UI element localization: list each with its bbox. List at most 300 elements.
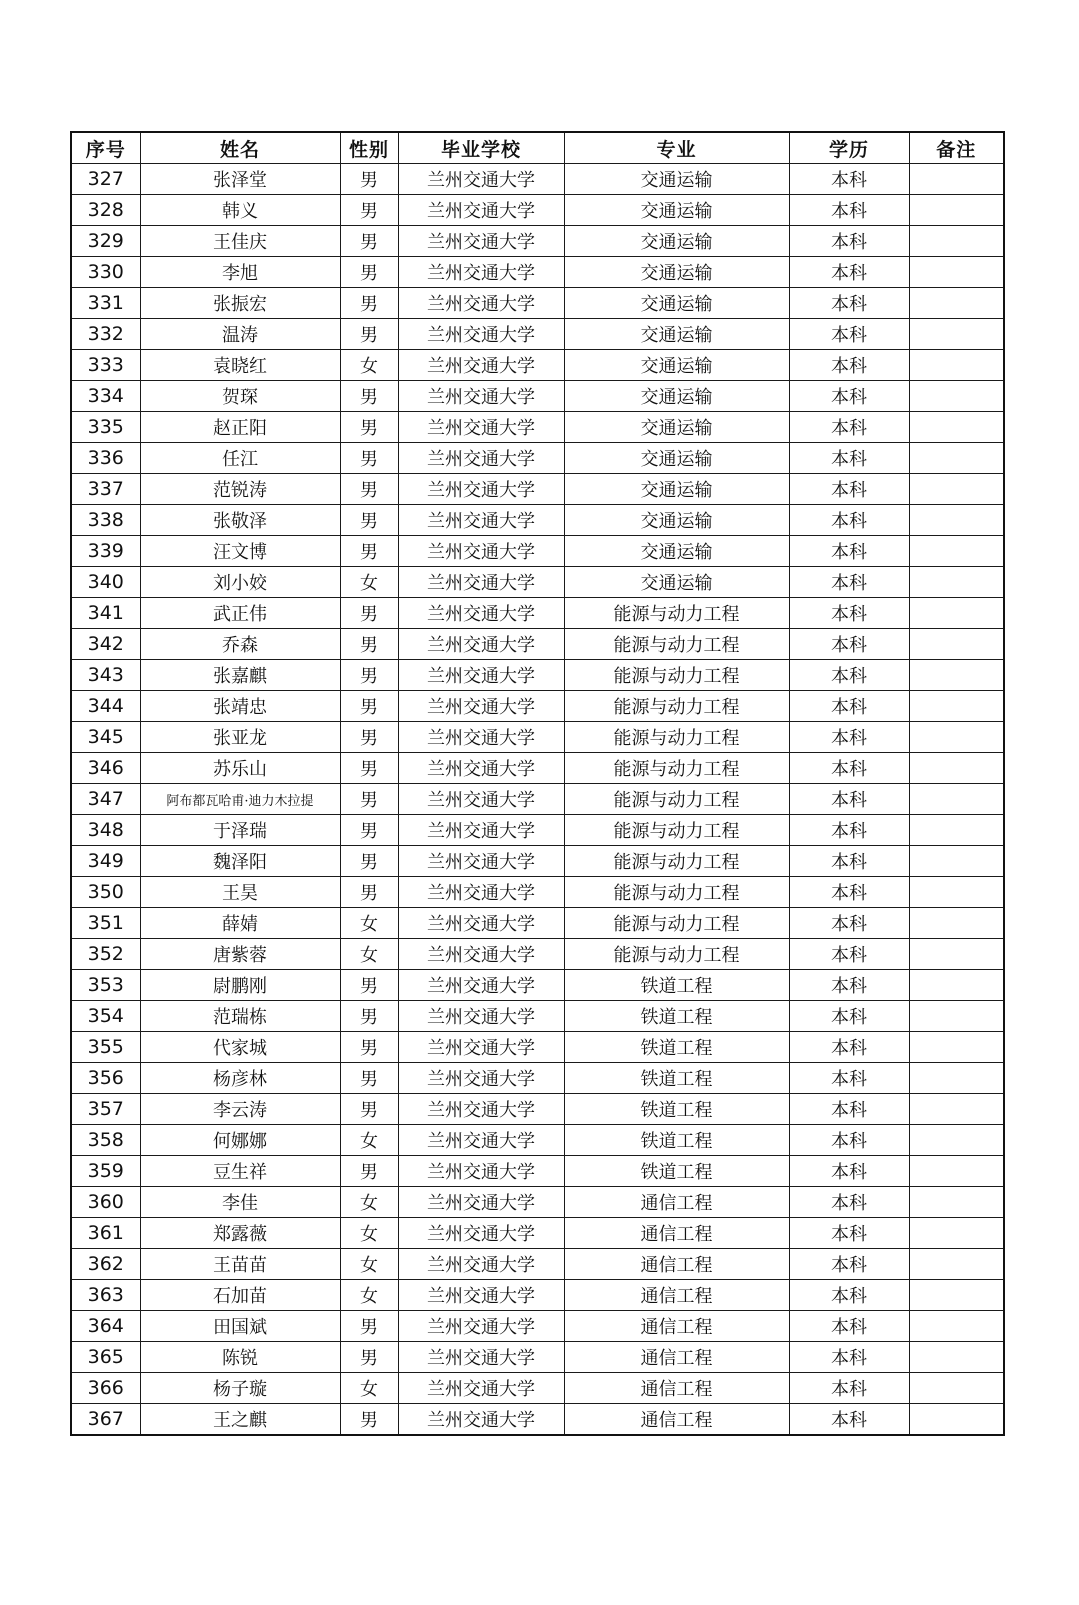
major-cell: 交通运输 bbox=[564, 381, 789, 412]
serial-number-cell: 358 bbox=[71, 1125, 140, 1156]
gender-cell: 男 bbox=[340, 412, 398, 443]
serial-number-cell: 363 bbox=[71, 1280, 140, 1311]
education-cell: 本科 bbox=[789, 1404, 909, 1436]
table-row bbox=[71, 1249, 1004, 1280]
school-cell: 兰州交通大学 bbox=[398, 1373, 564, 1404]
remarks-cell bbox=[909, 1187, 1004, 1218]
gender-cell: 男 bbox=[340, 195, 398, 226]
school-cell: 兰州交通大学 bbox=[398, 536, 564, 567]
remarks-cell bbox=[909, 381, 1004, 412]
education-cell: 本科 bbox=[789, 1063, 909, 1094]
school-cell: 兰州交通大学 bbox=[398, 1063, 564, 1094]
education-cell: 本科 bbox=[789, 660, 909, 691]
school-cell: 兰州交通大学 bbox=[398, 908, 564, 939]
education-cell: 本科 bbox=[789, 784, 909, 815]
major-cell: 交通运输 bbox=[564, 226, 789, 257]
table-row bbox=[71, 815, 1004, 846]
major-cell: 能源与动力工程 bbox=[564, 753, 789, 784]
school-cell: 兰州交通大学 bbox=[398, 1094, 564, 1125]
serial-number-cell: 349 bbox=[71, 846, 140, 877]
school-cell: 兰州交通大学 bbox=[398, 722, 564, 753]
education-cell: 本科 bbox=[789, 598, 909, 629]
school-cell: 兰州交通大学 bbox=[398, 660, 564, 691]
name-cell: 贺琛 bbox=[140, 381, 340, 412]
education-cell: 本科 bbox=[789, 1342, 909, 1373]
education-cell: 本科 bbox=[789, 164, 909, 195]
serial-number-cell: 328 bbox=[71, 195, 140, 226]
education-cell: 本科 bbox=[789, 1249, 909, 1280]
serial-number-cell: 357 bbox=[71, 1094, 140, 1125]
education-cell: 本科 bbox=[789, 567, 909, 598]
school-cell: 兰州交通大学 bbox=[398, 629, 564, 660]
school-cell: 兰州交通大学 bbox=[398, 691, 564, 722]
header-name: 姓名 bbox=[140, 132, 340, 164]
serial-number-cell: 367 bbox=[71, 1404, 140, 1436]
gender-cell: 男 bbox=[340, 629, 398, 660]
education-cell: 本科 bbox=[789, 505, 909, 536]
major-cell: 铁道工程 bbox=[564, 1063, 789, 1094]
name-cell: 汪文博 bbox=[140, 536, 340, 567]
name-cell: 唐紫蓉 bbox=[140, 939, 340, 970]
serial-number-cell: 351 bbox=[71, 908, 140, 939]
serial-number-cell: 339 bbox=[71, 536, 140, 567]
major-cell: 铁道工程 bbox=[564, 1156, 789, 1187]
gender-cell: 男 bbox=[340, 1156, 398, 1187]
school-cell: 兰州交通大学 bbox=[398, 412, 564, 443]
school-cell: 兰州交通大学 bbox=[398, 257, 564, 288]
gender-cell: 女 bbox=[340, 939, 398, 970]
gender-cell: 男 bbox=[340, 784, 398, 815]
table-row bbox=[71, 288, 1004, 319]
name-cell: 任江 bbox=[140, 443, 340, 474]
education-cell: 本科 bbox=[789, 1218, 909, 1249]
remarks-cell bbox=[909, 567, 1004, 598]
name-cell: 魏泽阳 bbox=[140, 846, 340, 877]
serial-number-cell: 337 bbox=[71, 474, 140, 505]
remarks-cell bbox=[909, 1063, 1004, 1094]
school-cell: 兰州交通大学 bbox=[398, 350, 564, 381]
name-cell: 张敬泽 bbox=[140, 505, 340, 536]
serial-number-cell: 359 bbox=[71, 1156, 140, 1187]
education-cell: 本科 bbox=[789, 536, 909, 567]
remarks-cell bbox=[909, 598, 1004, 629]
major-cell: 通信工程 bbox=[564, 1249, 789, 1280]
serial-number-cell: 348 bbox=[71, 815, 140, 846]
name-cell: 张振宏 bbox=[140, 288, 340, 319]
gender-cell: 男 bbox=[340, 722, 398, 753]
serial-number-cell: 343 bbox=[71, 660, 140, 691]
name-cell: 范锐涛 bbox=[140, 474, 340, 505]
serial-number-cell: 338 bbox=[71, 505, 140, 536]
header-row bbox=[71, 132, 1004, 164]
remarks-cell bbox=[909, 1280, 1004, 1311]
education-cell: 本科 bbox=[789, 226, 909, 257]
remarks-cell bbox=[909, 1094, 1004, 1125]
gender-cell: 男 bbox=[340, 598, 398, 629]
table-row bbox=[71, 319, 1004, 350]
remarks-cell bbox=[909, 970, 1004, 1001]
gender-cell: 男 bbox=[340, 505, 398, 536]
table-row bbox=[71, 195, 1004, 226]
name-cell: 张泽堂 bbox=[140, 164, 340, 195]
header-gender: 性别 bbox=[340, 132, 398, 164]
school-cell: 兰州交通大学 bbox=[398, 846, 564, 877]
education-cell: 本科 bbox=[789, 1373, 909, 1404]
name-cell: 范瑞栋 bbox=[140, 1001, 340, 1032]
header-serial-number: 序号 bbox=[71, 132, 140, 164]
education-cell: 本科 bbox=[789, 381, 909, 412]
name-cell: 李佳 bbox=[140, 1187, 340, 1218]
serial-number-cell: 334 bbox=[71, 381, 140, 412]
gender-cell: 男 bbox=[340, 1342, 398, 1373]
serial-number-cell: 344 bbox=[71, 691, 140, 722]
table-row bbox=[71, 257, 1004, 288]
education-cell: 本科 bbox=[789, 691, 909, 722]
table-row bbox=[71, 1001, 1004, 1032]
name-cell: 张亚龙 bbox=[140, 722, 340, 753]
serial-number-cell: 330 bbox=[71, 257, 140, 288]
school-cell: 兰州交通大学 bbox=[398, 288, 564, 319]
name-cell: 何娜娜 bbox=[140, 1125, 340, 1156]
gender-cell: 男 bbox=[340, 1001, 398, 1032]
table-row bbox=[71, 226, 1004, 257]
remarks-cell bbox=[909, 288, 1004, 319]
education-cell: 本科 bbox=[789, 1094, 909, 1125]
gender-cell: 男 bbox=[340, 536, 398, 567]
serial-number-cell: 362 bbox=[71, 1249, 140, 1280]
table-row bbox=[71, 629, 1004, 660]
gender-cell: 男 bbox=[340, 1094, 398, 1125]
major-cell: 通信工程 bbox=[564, 1187, 789, 1218]
name-cell: 韩义 bbox=[140, 195, 340, 226]
name-cell: 乔森 bbox=[140, 629, 340, 660]
name-cell: 刘小姣 bbox=[140, 567, 340, 598]
gender-cell: 男 bbox=[340, 319, 398, 350]
education-cell: 本科 bbox=[789, 350, 909, 381]
name-cell: 赵正阳 bbox=[140, 412, 340, 443]
education-cell: 本科 bbox=[789, 815, 909, 846]
serial-number-cell: 333 bbox=[71, 350, 140, 381]
serial-number-cell: 327 bbox=[71, 164, 140, 195]
header-education: 学历 bbox=[789, 132, 909, 164]
education-cell: 本科 bbox=[789, 970, 909, 1001]
education-cell: 本科 bbox=[789, 908, 909, 939]
major-cell: 能源与动力工程 bbox=[564, 660, 789, 691]
name-cell: 王佳庆 bbox=[140, 226, 340, 257]
gender-cell: 女 bbox=[340, 1373, 398, 1404]
major-cell: 能源与动力工程 bbox=[564, 629, 789, 660]
gender-cell: 女 bbox=[340, 567, 398, 598]
table-row bbox=[71, 412, 1004, 443]
name-cell: 袁晓红 bbox=[140, 350, 340, 381]
education-cell: 本科 bbox=[789, 722, 909, 753]
major-cell: 能源与动力工程 bbox=[564, 691, 789, 722]
remarks-cell bbox=[909, 1156, 1004, 1187]
major-cell: 能源与动力工程 bbox=[564, 877, 789, 908]
major-cell: 交通运输 bbox=[564, 412, 789, 443]
gender-cell: 男 bbox=[340, 257, 398, 288]
gender-cell: 男 bbox=[340, 846, 398, 877]
serial-number-cell: 331 bbox=[71, 288, 140, 319]
table-row bbox=[71, 598, 1004, 629]
education-cell: 本科 bbox=[789, 257, 909, 288]
gender-cell: 男 bbox=[340, 877, 398, 908]
education-cell: 本科 bbox=[789, 1311, 909, 1342]
remarks-cell bbox=[909, 815, 1004, 846]
remarks-cell bbox=[909, 629, 1004, 660]
education-cell: 本科 bbox=[789, 1001, 909, 1032]
name-cell: 温涛 bbox=[140, 319, 340, 350]
education-cell: 本科 bbox=[789, 1156, 909, 1187]
remarks-cell bbox=[909, 164, 1004, 195]
serial-number-cell: 364 bbox=[71, 1311, 140, 1342]
remarks-cell bbox=[909, 1311, 1004, 1342]
major-cell: 铁道工程 bbox=[564, 1001, 789, 1032]
gender-cell: 男 bbox=[340, 1404, 398, 1436]
school-cell: 兰州交通大学 bbox=[398, 319, 564, 350]
remarks-cell bbox=[909, 443, 1004, 474]
gender-cell: 男 bbox=[340, 970, 398, 1001]
remarks-cell bbox=[909, 1342, 1004, 1373]
remarks-cell bbox=[909, 784, 1004, 815]
table-row bbox=[71, 1125, 1004, 1156]
table-row bbox=[71, 567, 1004, 598]
school-cell: 兰州交通大学 bbox=[398, 1032, 564, 1063]
table-row bbox=[71, 443, 1004, 474]
gender-cell: 男 bbox=[340, 474, 398, 505]
gender-cell: 男 bbox=[340, 443, 398, 474]
serial-number-cell: 365 bbox=[71, 1342, 140, 1373]
table-row bbox=[71, 722, 1004, 753]
major-cell: 交通运输 bbox=[564, 443, 789, 474]
school-cell: 兰州交通大学 bbox=[398, 1187, 564, 1218]
school-cell: 兰州交通大学 bbox=[398, 1156, 564, 1187]
table-row bbox=[71, 1342, 1004, 1373]
gender-cell: 女 bbox=[340, 1125, 398, 1156]
table-row bbox=[71, 1063, 1004, 1094]
remarks-cell bbox=[909, 691, 1004, 722]
name-cell: 李云涛 bbox=[140, 1094, 340, 1125]
serial-number-cell: 346 bbox=[71, 753, 140, 784]
serial-number-cell: 329 bbox=[71, 226, 140, 257]
gender-cell: 男 bbox=[340, 226, 398, 257]
education-cell: 本科 bbox=[789, 629, 909, 660]
name-cell: 田国斌 bbox=[140, 1311, 340, 1342]
school-cell: 兰州交通大学 bbox=[398, 474, 564, 505]
school-cell: 兰州交通大学 bbox=[398, 381, 564, 412]
remarks-cell bbox=[909, 1404, 1004, 1436]
gender-cell: 女 bbox=[340, 908, 398, 939]
name-cell: 杨子璇 bbox=[140, 1373, 340, 1404]
school-cell: 兰州交通大学 bbox=[398, 1218, 564, 1249]
education-cell: 本科 bbox=[789, 1187, 909, 1218]
major-cell: 铁道工程 bbox=[564, 1032, 789, 1063]
major-cell: 能源与动力工程 bbox=[564, 722, 789, 753]
serial-number-cell: 336 bbox=[71, 443, 140, 474]
remarks-cell bbox=[909, 1249, 1004, 1280]
serial-number-cell: 347 bbox=[71, 784, 140, 815]
major-cell: 交通运输 bbox=[564, 257, 789, 288]
roster-table bbox=[70, 131, 1005, 1436]
table-row bbox=[71, 784, 1004, 815]
remarks-cell bbox=[909, 350, 1004, 381]
school-cell: 兰州交通大学 bbox=[398, 226, 564, 257]
education-cell: 本科 bbox=[789, 1280, 909, 1311]
gender-cell: 女 bbox=[340, 1249, 398, 1280]
name-cell: 王苗苗 bbox=[140, 1249, 340, 1280]
gender-cell: 男 bbox=[340, 1032, 398, 1063]
remarks-cell bbox=[909, 257, 1004, 288]
education-cell: 本科 bbox=[789, 939, 909, 970]
gender-cell: 女 bbox=[340, 1280, 398, 1311]
serial-number-cell: 361 bbox=[71, 1218, 140, 1249]
name-cell: 陈锐 bbox=[140, 1342, 340, 1373]
major-cell: 通信工程 bbox=[564, 1342, 789, 1373]
major-cell: 通信工程 bbox=[564, 1218, 789, 1249]
major-cell: 交通运输 bbox=[564, 536, 789, 567]
table-row bbox=[71, 164, 1004, 195]
remarks-cell bbox=[909, 939, 1004, 970]
remarks-cell bbox=[909, 319, 1004, 350]
school-cell: 兰州交通大学 bbox=[398, 164, 564, 195]
serial-number-cell: 353 bbox=[71, 970, 140, 1001]
roster-body bbox=[71, 164, 1004, 1436]
gender-cell: 女 bbox=[340, 350, 398, 381]
table-row bbox=[71, 536, 1004, 567]
serial-number-cell: 341 bbox=[71, 598, 140, 629]
gender-cell: 男 bbox=[340, 164, 398, 195]
name-cell: 郑露薇 bbox=[140, 1218, 340, 1249]
gender-cell: 男 bbox=[340, 815, 398, 846]
major-cell: 通信工程 bbox=[564, 1280, 789, 1311]
header-graduated-school: 毕业学校 bbox=[398, 132, 564, 164]
name-cell: 王之麒 bbox=[140, 1404, 340, 1436]
table-row bbox=[71, 753, 1004, 784]
table-row bbox=[71, 877, 1004, 908]
school-cell: 兰州交通大学 bbox=[398, 1311, 564, 1342]
serial-number-cell: 335 bbox=[71, 412, 140, 443]
table-row bbox=[71, 474, 1004, 505]
remarks-cell bbox=[909, 660, 1004, 691]
education-cell: 本科 bbox=[789, 319, 909, 350]
remarks-cell bbox=[909, 908, 1004, 939]
table-row bbox=[71, 1156, 1004, 1187]
name-cell: 王昊 bbox=[140, 877, 340, 908]
serial-number-cell: 345 bbox=[71, 722, 140, 753]
table-row bbox=[71, 1218, 1004, 1249]
roster-sheet bbox=[70, 131, 1003, 1436]
serial-number-cell: 355 bbox=[71, 1032, 140, 1063]
header-major: 专业 bbox=[564, 132, 789, 164]
remarks-cell bbox=[909, 722, 1004, 753]
school-cell: 兰州交通大学 bbox=[398, 815, 564, 846]
remarks-cell bbox=[909, 226, 1004, 257]
table-row bbox=[71, 846, 1004, 877]
school-cell: 兰州交通大学 bbox=[398, 753, 564, 784]
gender-cell: 男 bbox=[340, 691, 398, 722]
major-cell: 铁道工程 bbox=[564, 1125, 789, 1156]
table-row bbox=[71, 505, 1004, 536]
school-cell: 兰州交通大学 bbox=[398, 1001, 564, 1032]
school-cell: 兰州交通大学 bbox=[398, 443, 564, 474]
table-row bbox=[71, 1280, 1004, 1311]
education-cell: 本科 bbox=[789, 443, 909, 474]
gender-cell: 男 bbox=[340, 288, 398, 319]
major-cell: 铁道工程 bbox=[564, 970, 789, 1001]
table-row bbox=[71, 970, 1004, 1001]
school-cell: 兰州交通大学 bbox=[398, 505, 564, 536]
gender-cell: 女 bbox=[340, 1187, 398, 1218]
major-cell: 通信工程 bbox=[564, 1373, 789, 1404]
remarks-cell bbox=[909, 1032, 1004, 1063]
serial-number-cell: 360 bbox=[71, 1187, 140, 1218]
education-cell: 本科 bbox=[789, 288, 909, 319]
name-cell: 张嘉麒 bbox=[140, 660, 340, 691]
education-cell: 本科 bbox=[789, 846, 909, 877]
name-cell: 豆生祥 bbox=[140, 1156, 340, 1187]
name-cell: 石加苗 bbox=[140, 1280, 340, 1311]
major-cell: 交通运输 bbox=[564, 288, 789, 319]
education-cell: 本科 bbox=[789, 195, 909, 226]
table-row bbox=[71, 660, 1004, 691]
name-cell: 苏乐山 bbox=[140, 753, 340, 784]
education-cell: 本科 bbox=[789, 1125, 909, 1156]
table-row bbox=[71, 1032, 1004, 1063]
gender-cell: 男 bbox=[340, 1063, 398, 1094]
remarks-cell bbox=[909, 846, 1004, 877]
school-cell: 兰州交通大学 bbox=[398, 195, 564, 226]
remarks-cell bbox=[909, 412, 1004, 443]
name-cell: 代家城 bbox=[140, 1032, 340, 1063]
gender-cell: 女 bbox=[340, 1218, 398, 1249]
major-cell: 交通运输 bbox=[564, 195, 789, 226]
header-remarks: 备注 bbox=[909, 132, 1004, 164]
remarks-cell bbox=[909, 474, 1004, 505]
serial-number-cell: 350 bbox=[71, 877, 140, 908]
school-cell: 兰州交通大学 bbox=[398, 1125, 564, 1156]
remarks-cell bbox=[909, 753, 1004, 784]
gender-cell: 男 bbox=[340, 753, 398, 784]
major-cell: 通信工程 bbox=[564, 1404, 789, 1436]
major-cell: 能源与动力工程 bbox=[564, 908, 789, 939]
remarks-cell bbox=[909, 505, 1004, 536]
school-cell: 兰州交通大学 bbox=[398, 970, 564, 1001]
education-cell: 本科 bbox=[789, 474, 909, 505]
major-cell: 交通运输 bbox=[564, 567, 789, 598]
table-row bbox=[71, 381, 1004, 412]
remarks-cell bbox=[909, 877, 1004, 908]
remarks-cell bbox=[909, 1001, 1004, 1032]
name-cell: 于泽瑞 bbox=[140, 815, 340, 846]
major-cell: 能源与动力工程 bbox=[564, 815, 789, 846]
education-cell: 本科 bbox=[789, 753, 909, 784]
education-cell: 本科 bbox=[789, 877, 909, 908]
table-row bbox=[71, 1187, 1004, 1218]
remarks-cell bbox=[909, 1125, 1004, 1156]
table-row bbox=[71, 1094, 1004, 1125]
serial-number-cell: 352 bbox=[71, 939, 140, 970]
name-cell: 武正伟 bbox=[140, 598, 340, 629]
major-cell: 能源与动力工程 bbox=[564, 784, 789, 815]
school-cell: 兰州交通大学 bbox=[398, 567, 564, 598]
school-cell: 兰州交通大学 bbox=[398, 1342, 564, 1373]
name-cell: 薛婧 bbox=[140, 908, 340, 939]
name-cell: 张靖忠 bbox=[140, 691, 340, 722]
major-cell: 通信工程 bbox=[564, 1311, 789, 1342]
serial-number-cell: 342 bbox=[71, 629, 140, 660]
serial-number-cell: 340 bbox=[71, 567, 140, 598]
serial-number-cell: 356 bbox=[71, 1063, 140, 1094]
